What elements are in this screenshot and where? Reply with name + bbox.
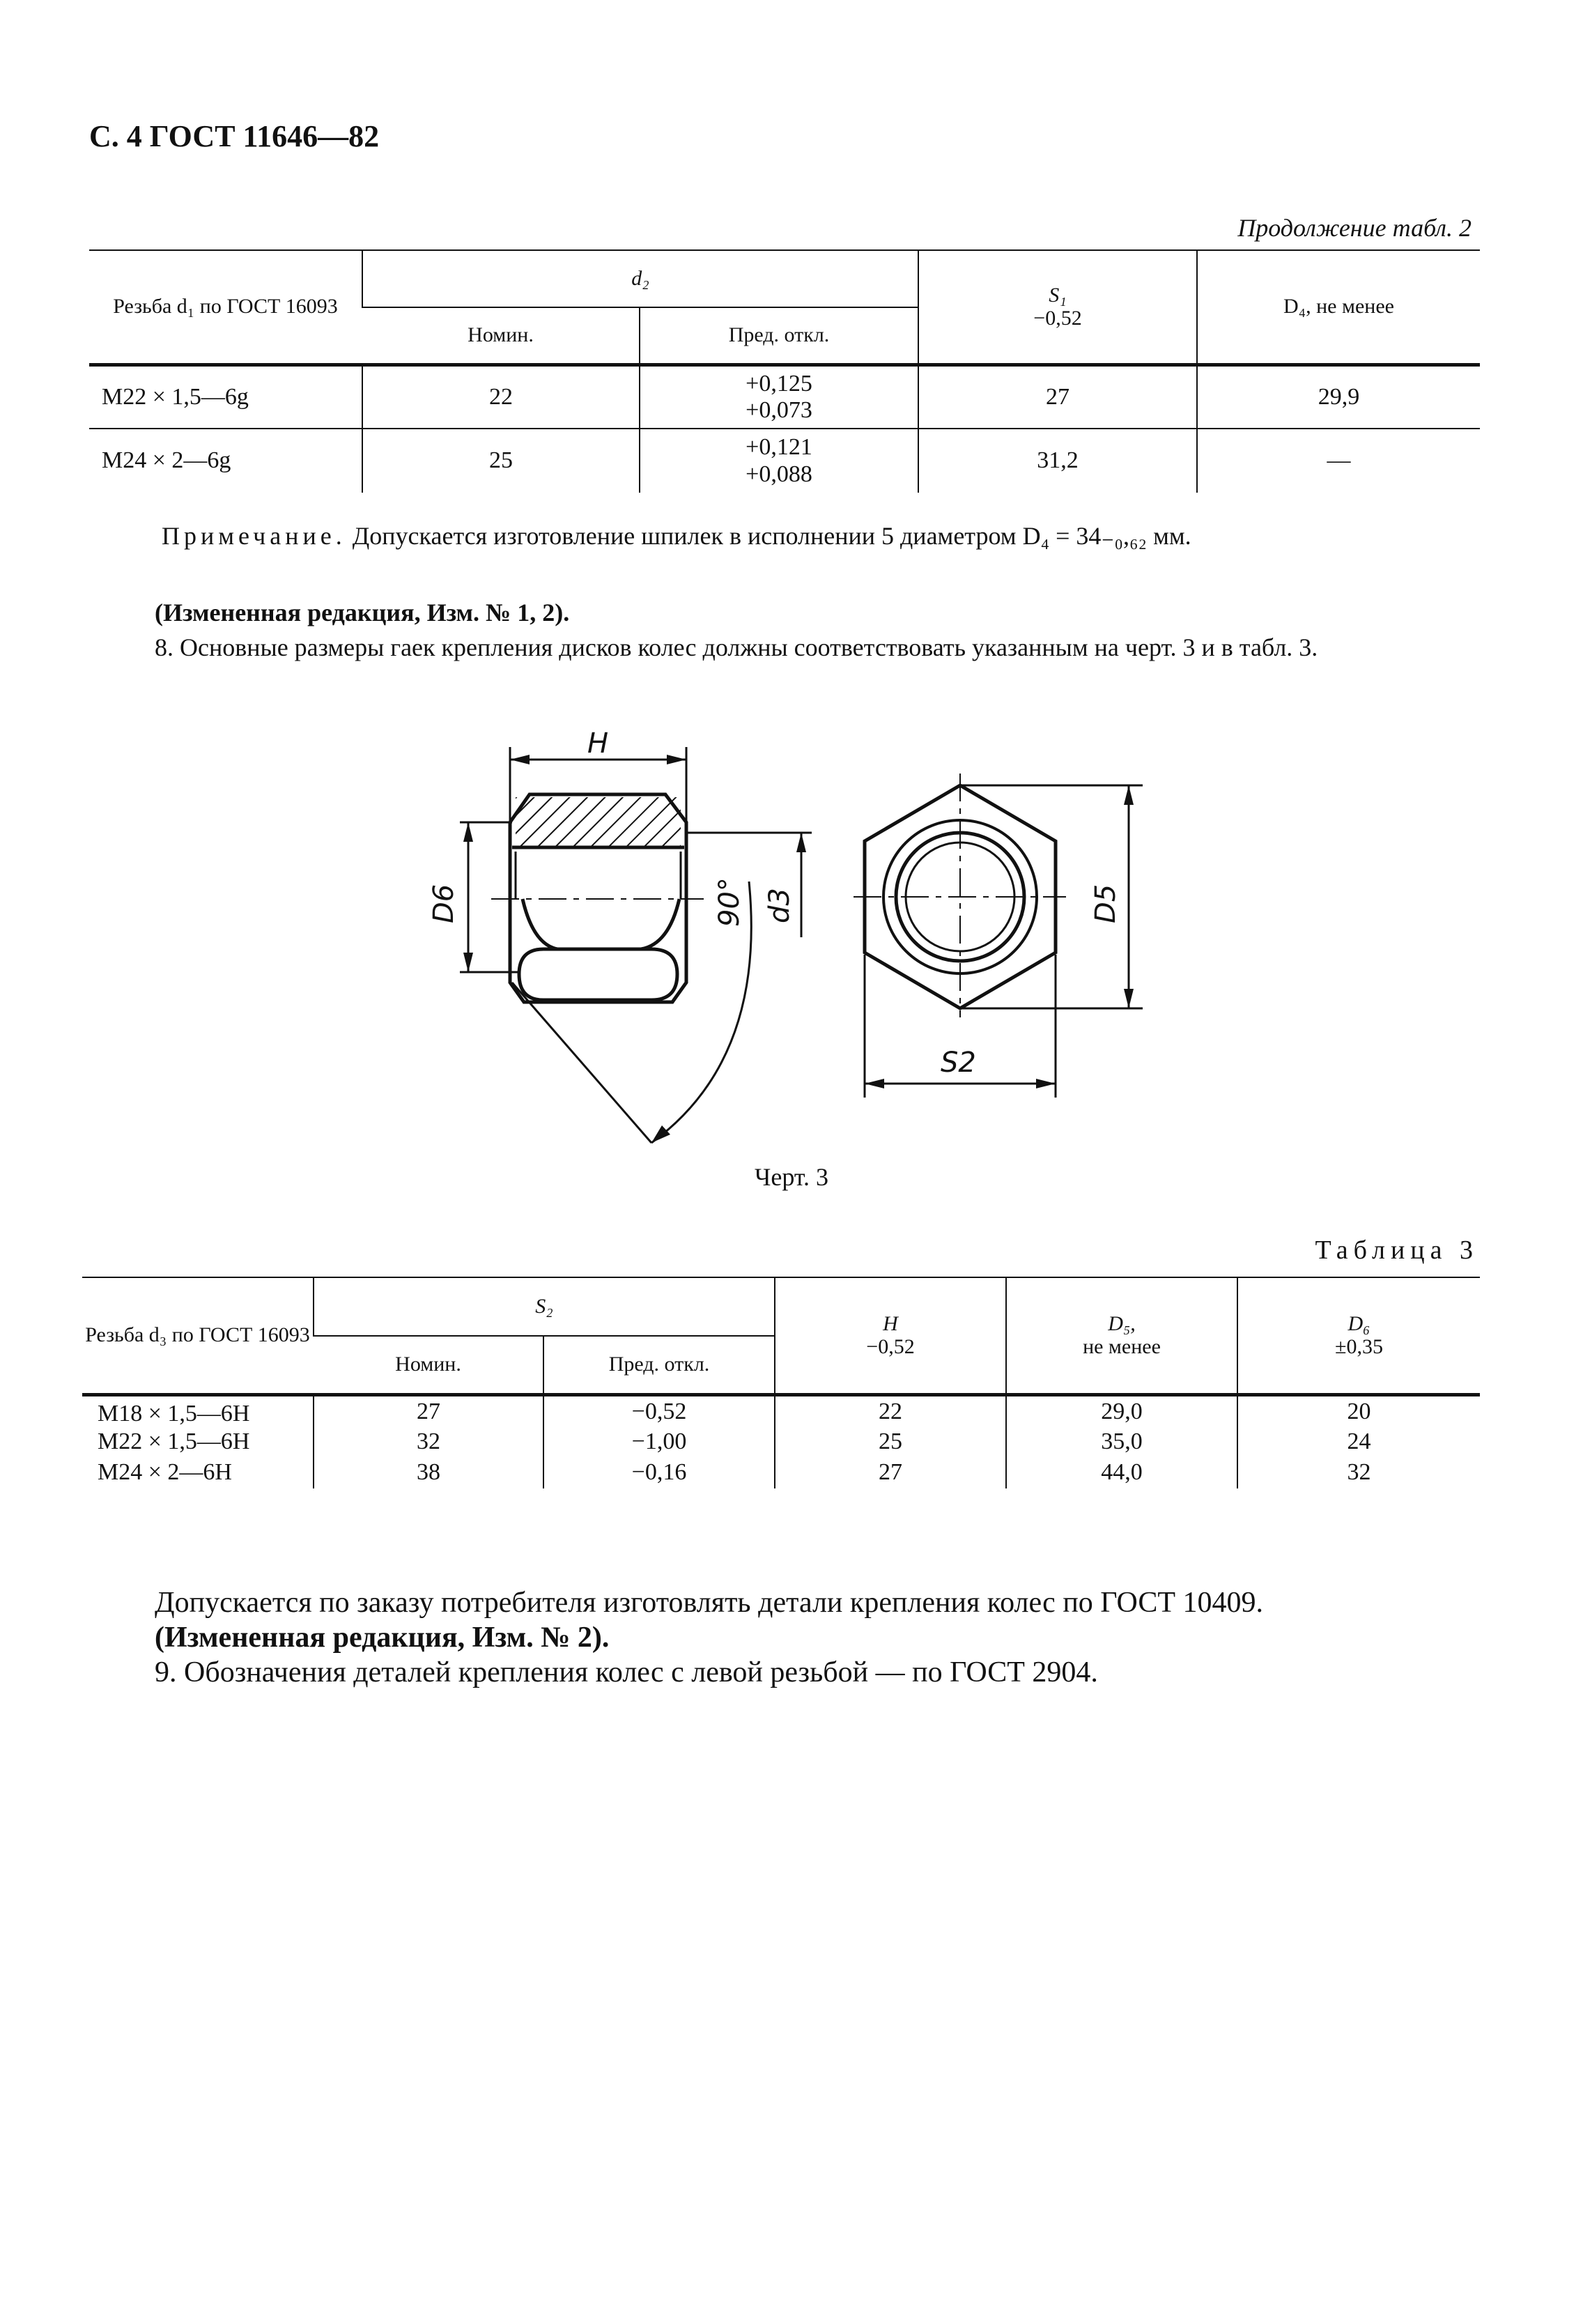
cell-d5: 29,0 bbox=[1006, 1394, 1237, 1427]
col-thread bbox=[82, 1277, 314, 1394]
col-h bbox=[775, 1277, 1006, 1394]
cell-dev: −1,00 bbox=[543, 1427, 775, 1456]
amendment-1: (Измененная редакция, Изм. № 1, 2). bbox=[155, 599, 570, 626]
col-d6 bbox=[1237, 1277, 1480, 1394]
note-label: Примечание. bbox=[162, 522, 346, 550]
cell-d5: 35,0 bbox=[1006, 1427, 1237, 1456]
table-row bbox=[82, 1394, 1480, 1427]
label-H: H bbox=[587, 728, 609, 760]
cell-dev-lower: +0,088 bbox=[746, 461, 812, 487]
cell-thread: М18 × 1,5—6Н bbox=[98, 1400, 250, 1426]
cell-dev-upper: +0,121 bbox=[746, 434, 812, 461]
cell-d6: 32 bbox=[1237, 1456, 1480, 1488]
cell-h: 27 bbox=[775, 1456, 1006, 1488]
cell-s1: 31,2 bbox=[918, 429, 1197, 493]
col-h-label: H bbox=[883, 1311, 898, 1335]
label-angle: 90° bbox=[713, 877, 746, 927]
label-D5: D5 bbox=[1090, 884, 1122, 923]
table-3 bbox=[82, 1277, 1480, 1488]
col-s1-label: S₁ bbox=[1049, 283, 1067, 307]
cell-d4: 29,9 bbox=[1197, 364, 1480, 429]
cell-s1: 27 bbox=[918, 364, 1197, 429]
col-d6-tol: ±0,35 bbox=[1335, 1335, 1383, 1359]
cell-thread: М24 × 2—6Н bbox=[98, 1459, 232, 1485]
cell-nom: 27 bbox=[314, 1394, 543, 1427]
col-s2: S₂ bbox=[314, 1277, 775, 1336]
cell-d6: 20 bbox=[1237, 1394, 1480, 1427]
col-d2: d₂ bbox=[362, 250, 918, 307]
col-s2-dev: Пред. откл. bbox=[543, 1336, 775, 1394]
cell-thread: М24 × 2—6g bbox=[102, 447, 231, 474]
label-D6: D6 bbox=[428, 884, 460, 923]
label-d3: d3 bbox=[764, 888, 796, 923]
cell-thread: М22 × 1,5—6g bbox=[102, 383, 249, 410]
cell-d5: 44,0 bbox=[1006, 1456, 1237, 1488]
table2-continuation: Продолжение табл. 2 bbox=[1237, 214, 1472, 242]
col-s1-tol: −0,52 bbox=[1033, 307, 1082, 330]
page-header: С. 4 ГОСТ 11646—82 bbox=[89, 119, 380, 153]
cell-h: 22 bbox=[775, 1394, 1006, 1427]
drawing-caption: Черт. 3 bbox=[755, 1163, 828, 1191]
col-d5-label: D₅, bbox=[1108, 1311, 1136, 1335]
table3-title: Таблица 3 bbox=[1315, 1236, 1478, 1265]
col-d5-sub: не менее bbox=[1083, 1335, 1161, 1359]
label-S2: S2 bbox=[941, 1047, 976, 1079]
note-text: Допускается изготовление шпилек в исполнении 5 диаметром D₄ = 34₋₀,₆₂ мм. bbox=[352, 522, 1191, 550]
col-d6-label: D₆ bbox=[1348, 1311, 1370, 1335]
cell-nom: 32 bbox=[314, 1427, 543, 1456]
col-d4: D₄, не менее bbox=[1197, 250, 1480, 364]
table-row bbox=[82, 1427, 1480, 1456]
col-d2-dev: Пред. откл. bbox=[640, 307, 918, 364]
table-row bbox=[82, 1456, 1480, 1488]
cell-dev-lower: +0,073 bbox=[746, 397, 812, 423]
col-h-tol: −0,52 bbox=[866, 1335, 915, 1359]
col-thread-label: Резьба d₃ по ГОСТ 16093 bbox=[85, 1323, 310, 1347]
cell-dev-upper: +0,125 bbox=[746, 370, 812, 397]
col-thread-label: Резьба d₁ по ГОСТ 16093 bbox=[113, 295, 338, 318]
cell-dev: −0,52 bbox=[543, 1394, 775, 1427]
amendment-2: (Измененная редакция, Изм. № 2). bbox=[155, 1622, 610, 1654]
cell-h: 25 bbox=[775, 1427, 1006, 1456]
cell-nom: 38 bbox=[314, 1456, 543, 1488]
paragraph-9: 9. Обозначения деталей крепления колес с левой резьбой — по ГОСТ 2904. bbox=[155, 1656, 1098, 1688]
cell-d4: — bbox=[1197, 429, 1480, 493]
col-d2-nom: Номин. bbox=[362, 307, 640, 364]
col-s2-nom: Номин. bbox=[314, 1336, 543, 1394]
cell-nom: 25 bbox=[362, 429, 640, 493]
cell-d6: 24 bbox=[1237, 1427, 1480, 1456]
paragraph-allow: Допускается по заказу потребителя изготовлять детали крепления колес по ГОСТ 10409. bbox=[155, 1587, 1264, 1619]
cell-thread: М22 × 1,5—6Н bbox=[98, 1428, 250, 1454]
paragraph-8: 8. Основные размеры гаек крепления дисков колес должны соответствовать указанным на черт. 3 и в табл. 3. bbox=[155, 633, 1318, 661]
cell-nom: 22 bbox=[362, 364, 640, 429]
col-d5 bbox=[1006, 1277, 1237, 1394]
cell-dev: −0,16 bbox=[543, 1456, 775, 1488]
